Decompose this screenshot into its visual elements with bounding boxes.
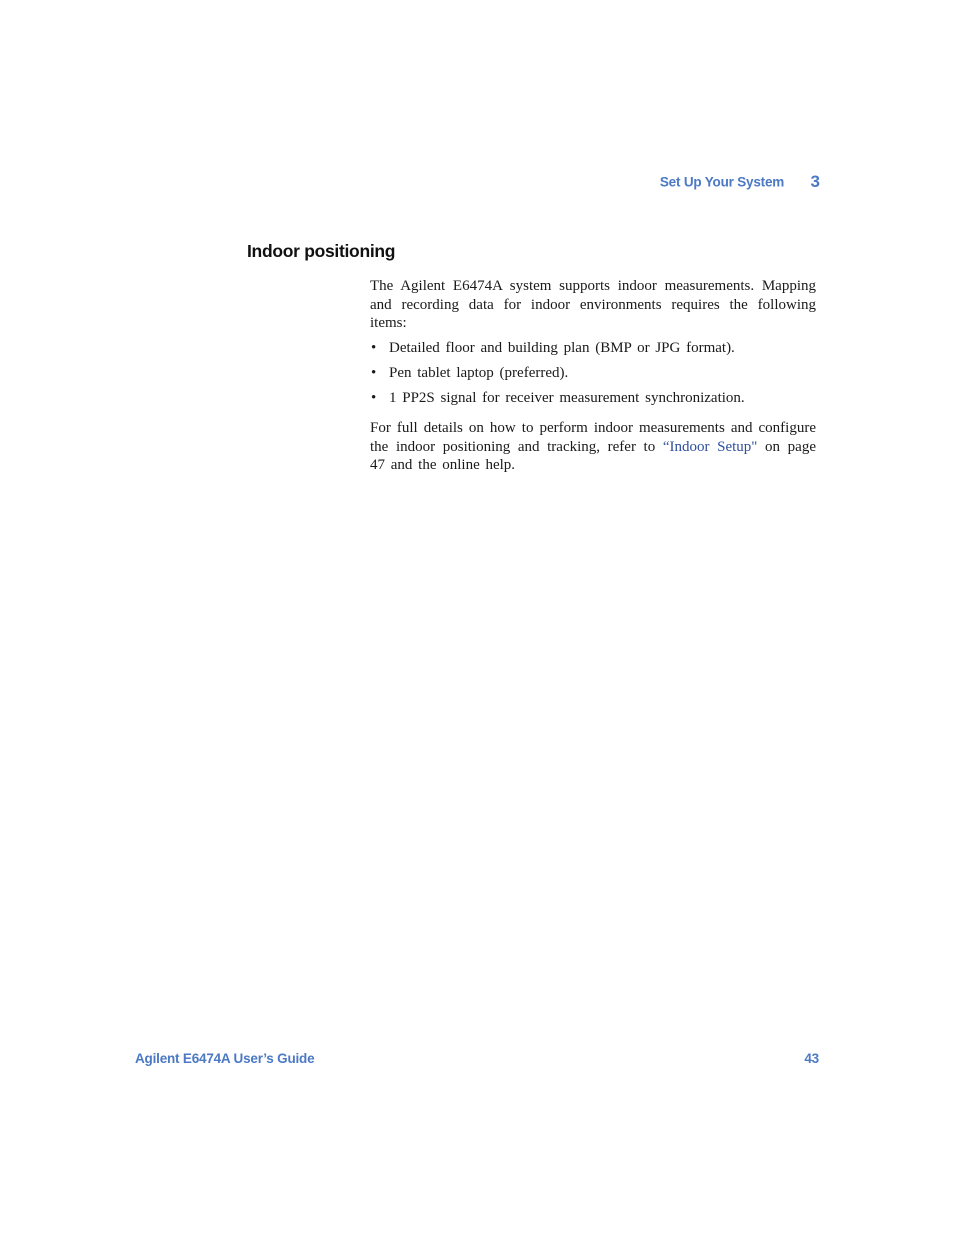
footer-page-number: 43	[804, 1051, 819, 1066]
intro-paragraph: The Agilent E6474A system supports indoor measurements. Mapping and recording data for indoor environments requires the following items:	[370, 278, 816, 331]
bullet-icon: •	[371, 390, 377, 406]
bullet-icon: •	[371, 365, 377, 381]
list-item	[370, 389, 816, 408]
details-paragraph	[370, 419, 816, 475]
running-header	[560, 172, 820, 192]
header-section-title: Set Up Your System	[659, 174, 785, 190]
footer-guide-title: Agilent E6474A User’s Guide	[135, 1051, 315, 1066]
list-item-text: Detailed floor and building plan (BMP or JPG format).	[389, 340, 735, 356]
header-chapter-number: 3	[810, 172, 820, 191]
running-footer	[135, 1051, 819, 1066]
list-item	[370, 339, 816, 358]
indoor-setup-link[interactable]: “Indoor Setup"	[662, 438, 758, 455]
list-item-text: 1 PP2S signal for receiver measurement synchronization.	[389, 390, 745, 406]
bullet-icon: •	[371, 340, 377, 356]
section-heading: Indoor positioning	[247, 241, 396, 261]
details-text-before: For full details on how to perform indoor measurements and configure the indoor positioning and tracking, refer to	[370, 420, 816, 455]
details-text-after: on page 47 and the online help.	[370, 438, 816, 473]
list-item	[370, 364, 816, 383]
requirements-list	[370, 339, 816, 414]
list-item-text: Pen tablet laptop (preferred).	[389, 365, 569, 381]
